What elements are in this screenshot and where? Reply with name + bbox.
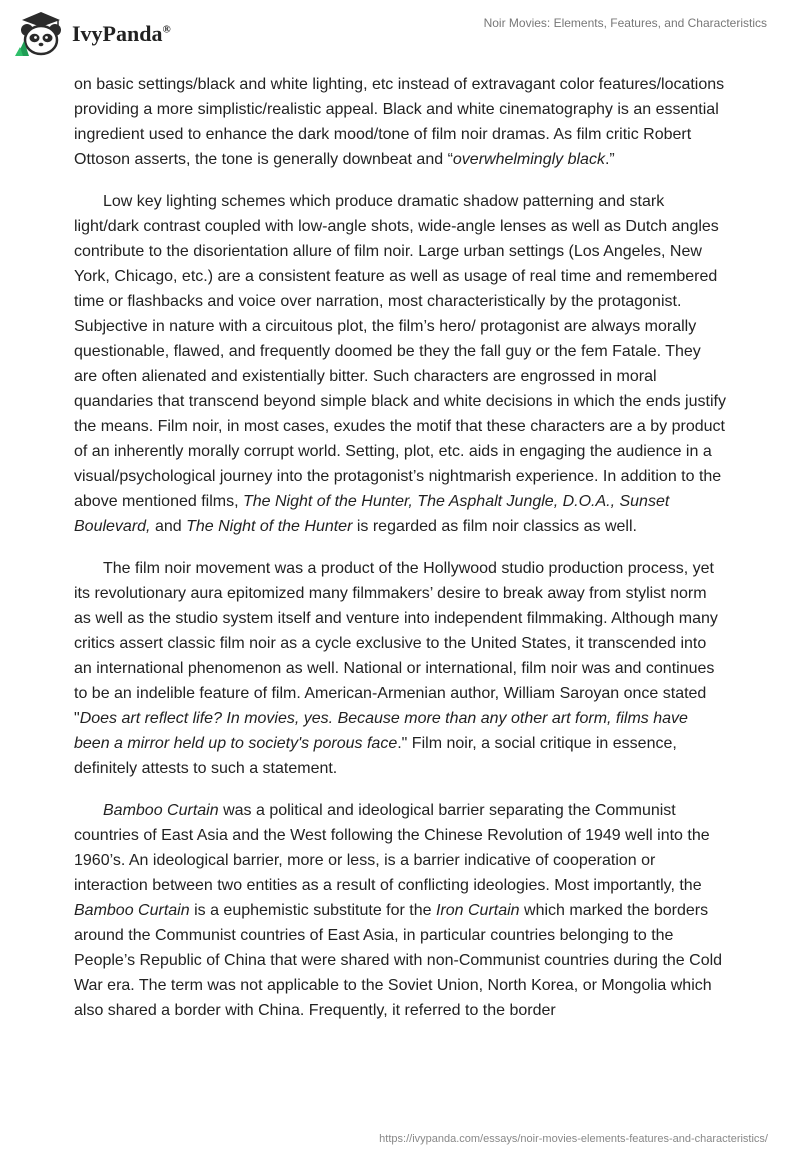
text-run: .” [604,151,615,168]
text-run: The film noir movement was a product of the Hollywood studio production process, yet its revolutionary aura epitomized many filmmakers’ desire to break away from stylist norm as well as the studio system itself and venture into independent filmmaking. Although many critics assert classic film noir as a cycle exclusive to the United States, it transcended into an international phenomenon as well. National or international, film noir was and continues to be an indelible feature of film. American-Armenian author, William Saroyan once stated " [74,560,718,727]
paragraph-3 [74,556,726,781]
brand-name: IvyPanda® [72,21,171,46]
page-header [0,0,800,70]
text-run: Low key lighting schemes which produce dramatic shadow patterning and stark light/dark contrast coupled with low-angle shots, wide-angle lenses as well as Dutch angles contribute to the disorientation allure of film noir. Large urban settings (Los Angeles, New York, Chicago, etc.) are a consistent feature as well as usage of real time and remembered time or flashbacks and voice over narration, most characteristically by the protagonist. Subjective in nature with a circuitous plot, the film’s hero/ protagonist are always morally questionable, flawed, and frequently doomed be they the fall guy or the fem Fatale. They are often alienated and existentially bitter. Such characters are engrossed in moral quandaries that transcend beyond simple black and white decisions in which the ends justify the means. Film noir, in most cases, exudes the motif that these characters are a by product of an inherently morally corrupt world. Setting, plot, etc. aids in engaging the audience in a visual/psychological journey into the protagonist’s nightmarish experience. In addition to the above mentioned films, [74,193,726,510]
paragraph-2 [74,189,726,539]
header-essay-title: Noir Movies: Elements, Features, and Characteristics [483,16,767,30]
italic-text-run: The Night of the Hunter, The Asphalt Jungle, D.O.A., Sunset Boulevard, [74,493,670,535]
source-url[interactable]: https://ivypanda.com/essays/noir-movies-elements-features-and-characteristics/ [379,1133,768,1145]
text-run: on basic settings/black and white lighting, etc instead of extravagant color features/locations providing a more simplistic/realistic appeal. Black and white cinematography is an essential ingredient used to enhance the dark mood/tone of film noir dramas. As film critic Robert Ottoson asserts, the tone is generally downbeat and “ [74,76,725,168]
italic-text-run: Bamboo Curtain [74,902,190,919]
italic-text-run: Iron Curtain [435,902,520,919]
ivypanda-logo[interactable] [14,10,199,58]
text-run: is regarded as film noir classics as well. [352,518,637,535]
text-run: and [150,518,187,535]
text-run: ." Film noir, a social critique in essence, definitely attests to such a statement. [74,735,677,777]
essay-body [74,72,726,1040]
text-run: which marked the borders around the Communist countries of East Asia, in particular countries belonging to the People’s Republic of China that were shared with non-Communist countries during the Cold War era. The term was not applicable to the Soviet Union, North Korea, or Mongolia which also shared a border with China. Frequently, it referred to the border [74,902,723,1019]
italic-text-run: Does art reflect life? In movies, yes. Because more than any other art form, films have been a mirror held up to society's porous face [74,710,688,752]
panda-graduate-logo-icon [14,10,68,58]
italic-text-run: Bamboo Curtain [103,802,219,819]
italic-text-run: overwhelmingly black [452,151,605,168]
paragraph-4 [74,798,726,1023]
paragraph-1 [74,72,726,172]
text-run: is a euphemistic substitute for the [189,902,436,919]
text-run: was a political and ideological barrier separating the Communist countries of East Asia and the West following the Chinese Revolution of 1949 well into the 1960’s. An ideological barrier, more or less, is a barrier indicative of cooperation or interaction between two entities as a result of conflicting ideologies. Most importantly, the [74,802,710,894]
italic-text-run: The Night of the Hunter [186,518,353,535]
